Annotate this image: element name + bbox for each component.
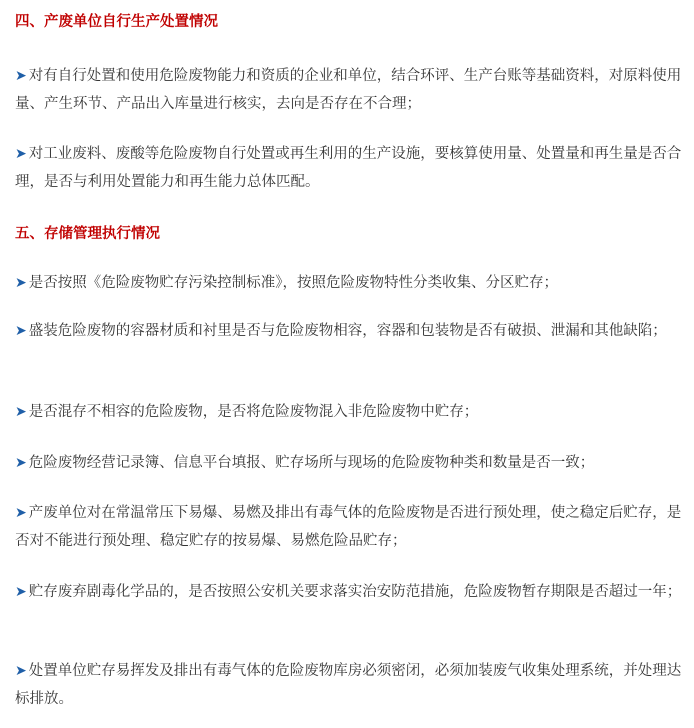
list-item-text: 是否混存不相容的危险废物，是否将危险废物混入非危险废物中贮存； xyxy=(28,404,479,420)
list-item-text: 盛装危险废物的容器材质和衬里是否与危险废物相容，容器和包装物是否有破损、泄漏和其他缺陷； xyxy=(28,323,667,339)
arrow-bullet-icon: ➤ xyxy=(15,404,27,420)
list-item-text: 对工业废料、废酸等危险废物自行处置或再生利用的生产设施，要核算使用量、处置量和再生量是否合理，是否与利用处置能力和再生能力总体匹配。 xyxy=(15,146,682,190)
arrow-bullet-icon: ➤ xyxy=(15,275,27,291)
list-item-text: 危险废物经营记录簿、信息平台填报、贮存场所与现场的危险废物种类和数量是否一致； xyxy=(28,455,595,471)
arrow-bullet-icon: ➤ xyxy=(15,663,27,679)
list-item xyxy=(15,317,683,345)
list-item xyxy=(15,578,683,606)
arrow-bullet-icon: ➤ xyxy=(15,146,27,162)
arrow-bullet-icon: ➤ xyxy=(15,323,27,339)
arrow-bullet-icon: ➤ xyxy=(15,68,27,84)
list-item-text: 贮存废弃剧毒化学品的，是否按照公安机关要求落实治安防范措施，危险废物暂存期限是否超过一年； xyxy=(28,584,682,600)
section-4-heading: 四、产废单位自行生产处置情况 xyxy=(15,14,218,30)
list-item xyxy=(15,657,683,713)
arrow-bullet-icon: ➤ xyxy=(15,505,27,521)
list-item xyxy=(15,140,683,196)
list-item-text: 产废单位对在常温常压下易爆、易燃及排出有毒气体的危险废物是否进行预处理，使之稳定后贮存，是否对不能进行预处理、稳定贮存的按易爆、易燃危险品贮存； xyxy=(15,505,682,549)
list-item-text: 处置单位贮存易挥发及排出有毒气体的危险废物库房必须密闭，必须加装废气收集处理系统，并处理达标排放。 xyxy=(15,663,682,707)
list-item xyxy=(15,62,683,118)
list-item xyxy=(15,398,683,426)
list-item xyxy=(15,269,683,297)
section-5-heading: 五、存储管理执行情况 xyxy=(15,226,160,242)
list-item-text: 对有自行处置和使用危险废物能力和资质的企业和单位，结合环评、生产台账等基础资料，对原料使用量、产生环节、产品出入库量进行核实，去向是否存在不合理； xyxy=(15,68,682,112)
list-item xyxy=(15,499,683,555)
arrow-bullet-icon: ➤ xyxy=(15,584,27,600)
list-item xyxy=(15,449,683,477)
list-item-text: 是否按照《危险废物贮存污染控制标准》，按照危险废物特性分类收集、分区贮存； xyxy=(28,275,558,291)
arrow-bullet-icon: ➤ xyxy=(15,455,27,471)
